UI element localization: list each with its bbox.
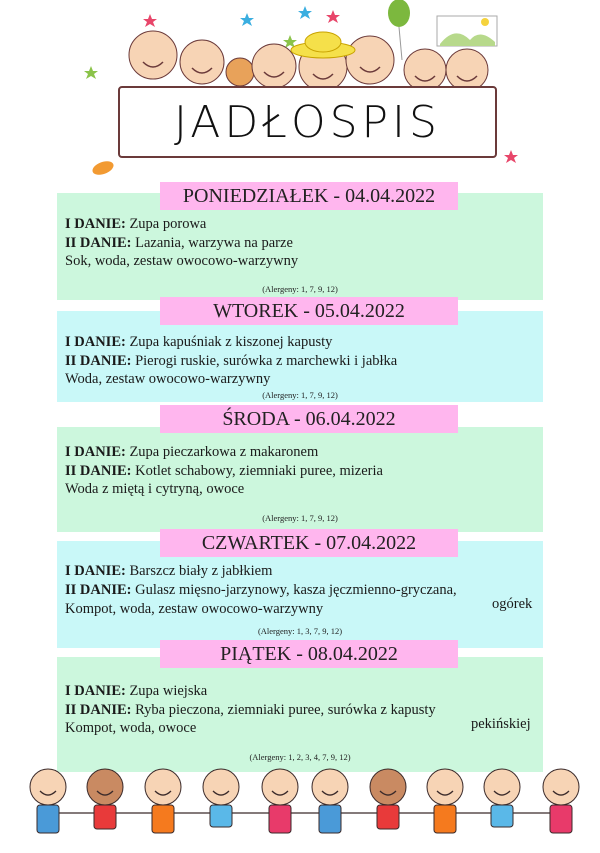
first-course-thursday: I DANIE: Barszcz biały z jabłkiem — [65, 563, 273, 579]
header-illustration — [0, 0, 600, 180]
day-header-thursday: CZWARTEK - 07.04.2022 — [160, 529, 458, 557]
extras-tuesday: Woda, zestaw owocowo-warzywny — [65, 371, 271, 387]
extras-friday: Kompot, woda, owoce — [65, 720, 197, 736]
footer-illustration — [0, 765, 600, 849]
first-course-tuesday: I DANIE: Zupa kapuśniak z kiszonej kapusty — [65, 334, 333, 350]
extras-monday: Sok, woda, zestaw owocowo-warzywny — [65, 253, 299, 269]
day-header-monday: PONIEDZIAŁEK - 04.04.2022 — [160, 182, 458, 210]
second-course-monday: II DANIE: Lazania, warzywa na parze — [65, 235, 293, 251]
second-course-friday: II DANIE: Ryba pieczona, ziemniaki puree, surówka z kapusty — [65, 702, 436, 718]
day-header-wednesday: ŚRODA - 06.04.2022 — [160, 405, 458, 433]
allergens-wednesday: (Alergeny: 1, 7, 9, 12) — [262, 513, 338, 523]
first-course-monday: I DANIE: Zupa porowa — [65, 216, 207, 232]
allergens-monday: (Alergeny: 1, 7, 9, 12) — [262, 284, 338, 294]
kids-holding-hands-icon — [0, 765, 600, 849]
second-course-wrap-thursday: ogórek — [492, 596, 533, 612]
title-sign — [118, 86, 497, 158]
page-title: JADŁOSPIS — [174, 96, 441, 148]
allergens-thursday: (Alergeny: 1, 3, 7, 9, 12) — [257, 626, 343, 636]
first-course-wednesday: I DANIE: Zupa pieczarkowa z makaronem — [65, 444, 319, 460]
day-header-tuesday: WTOREK - 05.04.2022 — [160, 297, 458, 325]
second-course-wrap-friday: pekińskiej — [471, 716, 531, 732]
allergens-tuesday: (Alergeny: 1, 7, 9, 12) — [262, 390, 338, 400]
extras-thursday: Kompot, woda, zestaw owocowo-warzywny — [65, 601, 324, 617]
first-course-friday: I DANIE: Zupa wiejska — [65, 683, 208, 699]
extras-wednesday: Woda z miętą i cytryną, owoce — [65, 481, 245, 497]
second-course-tuesday: II DANIE: Pierogi ruskie, surówka z marchewki i jabłka — [65, 353, 398, 369]
day-header-friday: PIĄTEK - 08.04.2022 — [160, 640, 458, 668]
second-course-wednesday: II DANIE: Kotlet schabowy, ziemniaki puree, mizeria — [65, 463, 383, 479]
allergens-friday: (Alergeny: 1, 2, 3, 4, 7, 9, 12) — [249, 752, 351, 762]
second-course-thursday: II DANIE: Gulasz mięsno-jarzynowy, kasza jęczmienno-gryczana, — [65, 582, 457, 598]
